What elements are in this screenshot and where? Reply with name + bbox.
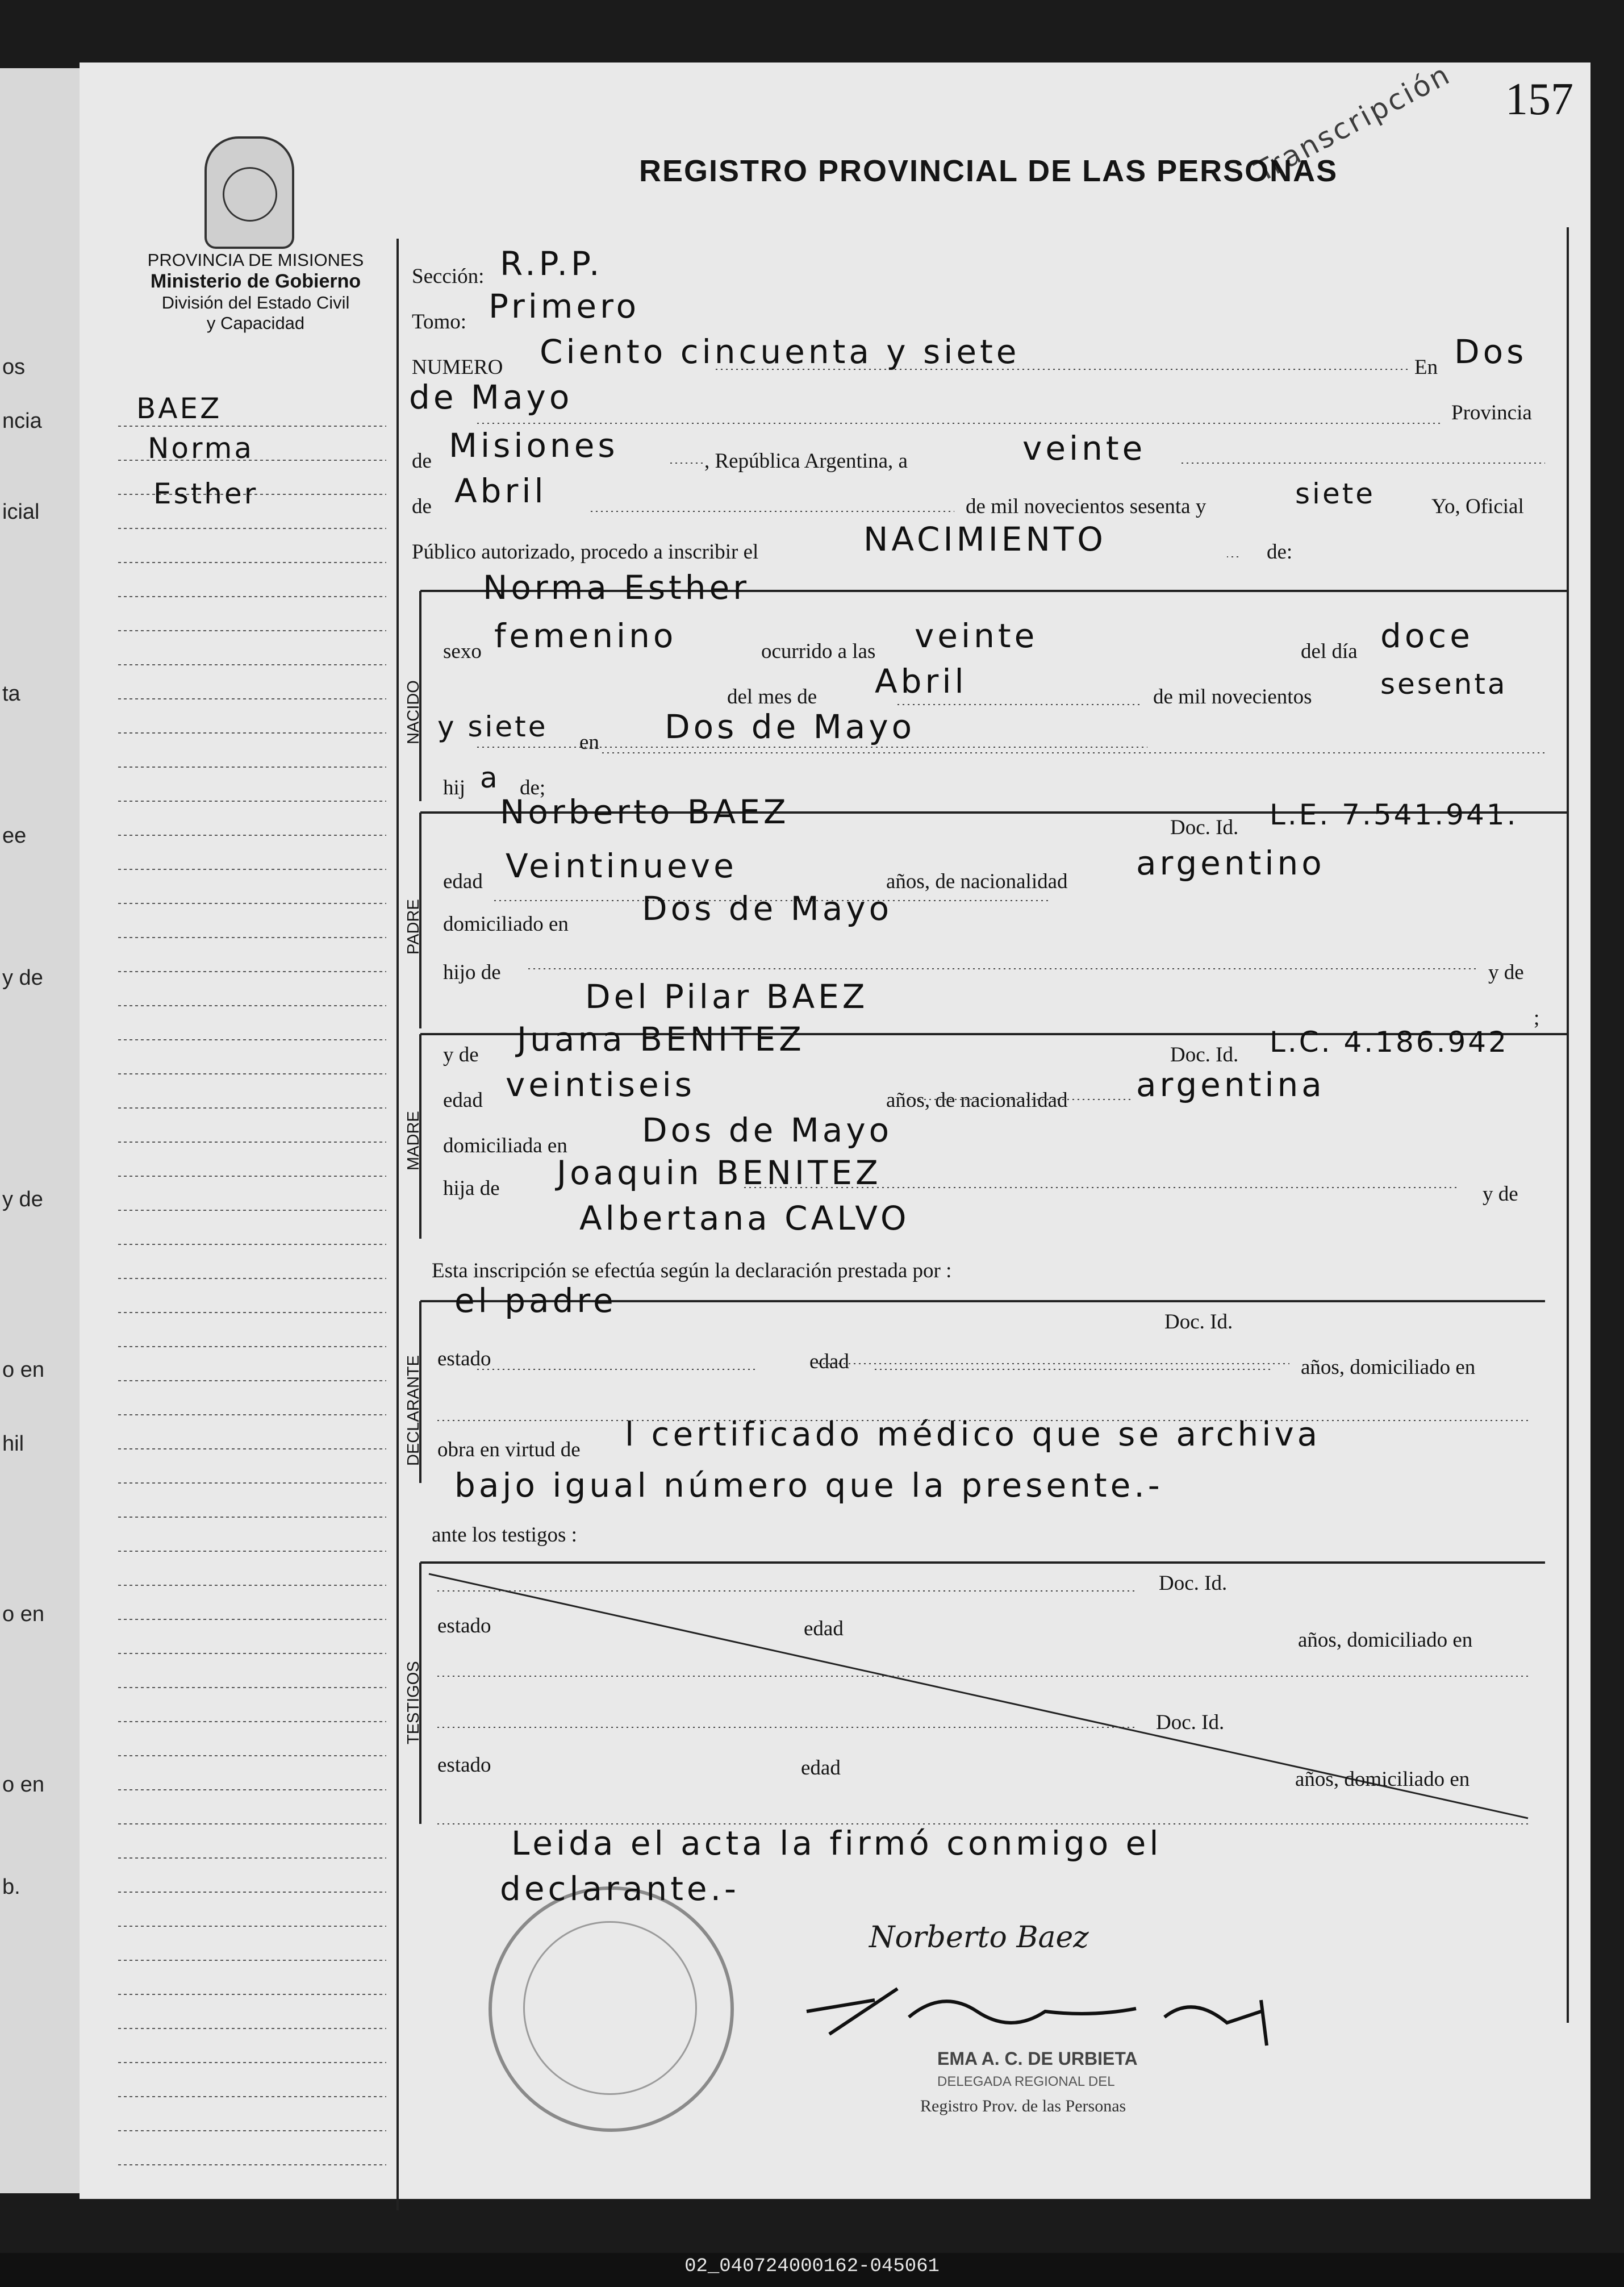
de-label-2: de xyxy=(412,495,432,518)
padre-semicolon: ; xyxy=(1534,1006,1540,1030)
section-label-testigos: TESTIGOS xyxy=(404,1661,423,1744)
facing-page-fragment: y de xyxy=(2,966,43,990)
facing-page-fragment: o en xyxy=(2,1602,44,1626)
provincia-value: Misiones xyxy=(449,426,619,465)
section-label-madre: MADRE xyxy=(404,1111,423,1170)
obra-value-1: l certificado médico que se archiva xyxy=(625,1415,1321,1453)
madre-doc-value: L.C. 4.186.942 xyxy=(1270,1026,1509,1059)
declarante-estado-label: estado xyxy=(437,1347,491,1370)
padre-edad-value: Veintinueve xyxy=(506,847,737,885)
madre-nacionalidad-value: argentina xyxy=(1136,1065,1325,1104)
sexo-label: sexo xyxy=(443,640,482,663)
tomo-value: Primero xyxy=(489,287,640,326)
madre-y-de-label: y de xyxy=(443,1043,479,1067)
madre-nacionalidad-label: años, de nacionalidad xyxy=(886,1089,1068,1112)
closing-line-2: declarante.- xyxy=(500,1869,740,1908)
madre-domicilio-value: Dos de Mayo xyxy=(642,1111,893,1149)
testigo2-edad-label: edad xyxy=(801,1756,841,1780)
facing-page-fragment: hil xyxy=(2,1432,24,1456)
facing-page-fragment: os xyxy=(2,355,26,379)
declarante-intro: Esta inscripción se efectúa según la declaración prestada por : xyxy=(432,1259,952,1282)
acto-value: NACIMIENTO xyxy=(863,520,1107,559)
en-label: En xyxy=(1414,356,1438,379)
page-title: REGISTRO PROVINCIAL DE LAS PERSONAS xyxy=(639,154,1338,188)
del-mes-label: del mes de xyxy=(727,685,817,709)
facing-page-fragment: icial xyxy=(2,500,40,524)
hij-de-label: de; xyxy=(520,776,546,799)
misiones-coat-of-arms-icon xyxy=(204,136,294,249)
institution-division: División del Estado Civil xyxy=(161,293,350,313)
testigo2-anios-label: años, domiciliado en xyxy=(1295,1768,1470,1791)
padre-doc-value: L.E. 7.541.941. xyxy=(1270,798,1518,831)
testigo1-estado-label: estado xyxy=(437,1614,491,1638)
section-label-padre: PADRE xyxy=(404,899,423,955)
facing-page-fragment: ncia xyxy=(2,409,42,433)
del-dia-label: del día xyxy=(1301,640,1358,663)
testigo2-estado-label: estado xyxy=(437,1753,491,1777)
ocurrido-label: ocurrido a las xyxy=(761,640,876,663)
section-label-declarante: DECLARANTE xyxy=(404,1355,423,1466)
official-name: EMA A. C. DE URBIETA xyxy=(937,2048,1138,2069)
madre-y-de-label-2: y de xyxy=(1483,1182,1518,1206)
padre-nacionalidad-label: años, de nacionalidad xyxy=(886,870,1068,893)
official-signature xyxy=(795,1977,1295,2051)
facing-page-fragment: o en xyxy=(2,1773,44,1797)
madre-madre-value: Albertana CALVO xyxy=(579,1199,910,1238)
madre-padre-value: Joaquin BENITEZ xyxy=(557,1153,882,1192)
publico-label: Público autorizado, procedo a inscribir el xyxy=(412,540,759,564)
official-org: Registro Prov. de las Personas xyxy=(920,2097,1126,2115)
institution-province: PROVINCIA DE MISIONES xyxy=(147,250,364,270)
numero-value: Ciento cincuenta y siete xyxy=(540,332,1020,371)
anio-nacimiento-value-2: y siete xyxy=(437,710,548,743)
mes-nacimiento-value: Abril xyxy=(875,662,967,701)
madre-nombre: Juana BENITEZ xyxy=(517,1020,805,1059)
facing-page-fragment: ee xyxy=(2,824,27,848)
facing-page-fragment: ta xyxy=(2,682,20,706)
declarante-signature: Norberto Baez xyxy=(869,1921,1089,1955)
padre-domicilio-value: Dos de Mayo xyxy=(642,889,893,928)
padre-doc-label: Doc. Id. xyxy=(1170,816,1239,839)
testigo1-anios-label: años, domiciliado en xyxy=(1298,1628,1473,1652)
yo-oficial-label: Yo, Oficial xyxy=(1431,495,1524,518)
testigo1-doc-label: Doc. Id. xyxy=(1159,1572,1228,1595)
closing-line-1: Leida el acta la firmó conmigo el xyxy=(511,1824,1162,1863)
anio-nacimiento-value-1: sesenta xyxy=(1380,668,1508,701)
padre-padres-value: Del Pilar BAEZ xyxy=(585,977,869,1016)
declarante-edad-label: edad xyxy=(809,1350,849,1373)
seccion-value: R.P.P. xyxy=(500,244,603,283)
nacido-nombre: Norma Esther xyxy=(483,568,750,607)
hora-value: veinte xyxy=(915,616,1038,655)
mil-novecientos-label: de mil novecientos sesenta y xyxy=(966,495,1206,518)
padre-y-de-label: y de xyxy=(1488,961,1524,984)
lugar-nacimiento-value: Dos de Mayo xyxy=(665,707,916,746)
provincia-label: Provincia xyxy=(1451,401,1532,424)
padre-nombre: Norberto BAEZ xyxy=(500,793,790,831)
dia-value: veinte xyxy=(1022,429,1146,468)
numero-label: NUMERO xyxy=(412,356,503,379)
footer-image-id: 02_040724000162-045061 xyxy=(684,2256,940,2277)
padre-nacionalidad-value: argentino xyxy=(1136,844,1325,882)
margin-second-name: Esther xyxy=(153,477,258,510)
facing-page-fragment: b. xyxy=(2,1875,20,1899)
padre-hijo-de-label: hijo de xyxy=(443,961,501,984)
hij-label: hij xyxy=(443,776,466,799)
dia-nacimiento-value: doce xyxy=(1380,616,1473,655)
ante-testigos-label: ante los testigos : xyxy=(432,1523,577,1547)
padre-domicilio-label: domiciliado en xyxy=(443,913,569,936)
madre-doc-label: Doc. Id. xyxy=(1170,1043,1239,1067)
madre-domicilio-label: domiciliada en xyxy=(443,1134,567,1157)
padre-edad-label: edad xyxy=(443,870,483,893)
declarante-doc-label: Doc. Id. xyxy=(1164,1310,1233,1334)
obra-value-2: bajo igual número que la presente.- xyxy=(454,1466,1163,1505)
republica-label: , República Argentina, a xyxy=(704,449,908,473)
testigo2-doc-label: Doc. Id. xyxy=(1156,1711,1225,1734)
declarante-anios-label: años, domiciliado en xyxy=(1301,1356,1476,1379)
margin-surname: BAEZ xyxy=(136,392,222,425)
de-label: de xyxy=(412,449,432,473)
margin-annotation: Transcripción xyxy=(1250,57,1457,189)
sexo-value: femenino xyxy=(494,616,677,655)
facing-page-fragment: o en xyxy=(2,1358,44,1382)
anio-value: siete xyxy=(1295,477,1376,510)
en-nacido-label: en xyxy=(579,731,599,754)
madre-hija-de-label: hija de xyxy=(443,1177,500,1200)
madre-edad-value: veintiseis xyxy=(506,1065,695,1104)
official-title: DELEGADA REGIONAL DEL xyxy=(937,2074,1115,2089)
institution-ministry: Ministerio de Gobierno xyxy=(150,270,361,292)
testigo1-edad-label: edad xyxy=(804,1617,844,1640)
mil-label-nacido: de mil novecientos xyxy=(1153,685,1312,709)
en-value-2: de Mayo xyxy=(409,378,573,416)
declarante-value: el padre xyxy=(454,1281,617,1320)
hij-value: a xyxy=(480,761,500,794)
tomo-label: Tomo: xyxy=(412,310,467,334)
page-number: 157 xyxy=(1505,74,1573,124)
margin-first-name: Norma xyxy=(148,432,254,465)
mes-value: Abril xyxy=(454,472,547,510)
institution-block xyxy=(114,250,398,334)
madre-edad-label: edad xyxy=(443,1089,483,1112)
obra-label: obra en virtud de xyxy=(437,1438,581,1461)
seccion-label: Sección: xyxy=(412,265,485,288)
institution-capacity: y Capacidad xyxy=(206,313,305,333)
en-value-1: Dos xyxy=(1454,332,1527,371)
official-round-stamp xyxy=(489,1886,734,2132)
facing-page-fragment: y de xyxy=(2,1188,43,1211)
de-colon-label: de: xyxy=(1267,540,1293,564)
section-label-nacido: NACIDO xyxy=(404,680,423,744)
